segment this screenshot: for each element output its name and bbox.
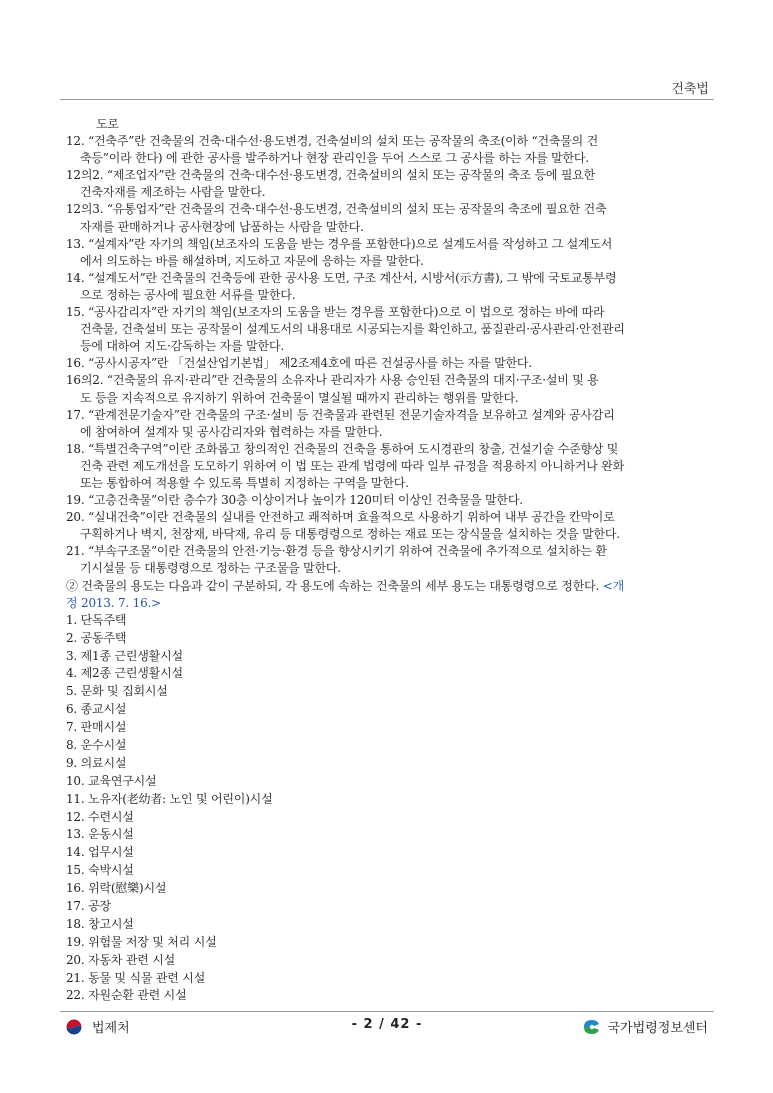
definition-line: 15. “공사감리자”란 자기의 책임(보조자의 도움을 받는 경우를 포함한다)으로 이 법으로 정하는 바에 따라 xyxy=(66,305,605,320)
building-use-item: 20. 자동차 관련 시설 xyxy=(66,952,176,967)
definition-line: 기시설물 등 대통령령으로 정하는 구조물을 말한다. xyxy=(80,561,341,576)
building-use-item: 14. 업무시설 xyxy=(66,845,134,860)
definition-item xyxy=(66,270,718,304)
building-use-item: 10. 교육연구시설 xyxy=(66,773,157,788)
building-use-item: 1. 단독주택 xyxy=(66,612,127,627)
building-use-item: 3. 제1종 근린생활시설 xyxy=(66,648,183,663)
definition-line: 12의2. “제조업자”란 건축물의 건축·대수선·용도변경, 건축설비의 설치 또는 공작물의 축조 등에 필요한 xyxy=(66,168,596,183)
building-use-item: 8. 운수시설 xyxy=(66,737,127,752)
building-use-item: 18. 창고시설 xyxy=(66,916,134,931)
definition-line: 에서 의도하는 바를 해설하며, 지도하고 자문에 응하는 자를 말한다. xyxy=(80,253,424,268)
definition-item xyxy=(66,167,718,201)
definition-item xyxy=(66,407,718,441)
definition-line: 등에 대하여 지도·감독하는 자를 말한다. xyxy=(80,339,284,354)
definition-line: 18. “특별건축구역”이란 조화롭고 창의적인 건축물의 건축을 통하여 도시경관의 창출, 건설기술 수준향상 및 xyxy=(66,441,619,456)
building-use-item: 13. 운동시설 xyxy=(66,827,134,842)
definition-item xyxy=(66,133,718,167)
definition-line: 에 참여하여 설계자 및 공사감리자와 협력하는 자를 말한다. xyxy=(80,424,383,439)
building-use-item: 5. 문화 및 집회시설 xyxy=(66,684,168,699)
law-center-label: 국가법령정보센터 xyxy=(607,1021,708,1036)
building-use-item: 4. 제2종 근린생활시설 xyxy=(66,666,183,681)
paragraph-2-text: ② 건축물의 용도는 다음과 같이 구분하되, 각 용도에 속하는 건축물의 세부 용도는 대통령령으로 정한다. xyxy=(66,578,600,593)
continuation-text: 도로 xyxy=(96,117,119,131)
definition-line: 16. “공사시공자”란 「건설산업기본법」 제2조제4호에 따른 건설공사를 하는 자를 말한다. xyxy=(66,356,532,371)
building-use-item: 6. 종교시설 xyxy=(66,702,127,717)
definition-item xyxy=(66,355,718,372)
amendment-date[interactable]: 정 2013. 7. 16.> xyxy=(66,595,161,610)
building-use-item: 15. 숙박시설 xyxy=(66,863,134,878)
definition-line: 14. “설계도서”란 건축물의 건축등에 관한 공사용 도면, 구조 계산서, 시방서(示方書), 그 밖에 국토교통부령 xyxy=(66,270,617,285)
law-center-logo-icon xyxy=(582,1018,602,1036)
definition-line: 17. “관계전문기술자”란 건축물의 구조·설비 등 건축물과 관련된 전문기술자격을 보유하고 설계와 공사감리 xyxy=(66,407,615,422)
document-header-title: 건축법 xyxy=(671,82,709,97)
definition-line: 도 등을 지속적으로 유지하기 위하여 건축물이 멸실될 때까지 관리하는 행위를 말한다. xyxy=(80,390,519,405)
definition-line: 건축자재를 제조하는 사람을 말한다. xyxy=(80,185,266,200)
definition-item xyxy=(66,441,718,492)
definition-line: 건축물, 건축설비 또는 공작물이 설계도서의 내용대로 시공되는지를 확인하고, 품질관리·공사관리·안전관리 xyxy=(80,322,625,337)
definition-line: 자재를 판매하거나 공사현장에 납품하는 사람을 말한다. xyxy=(80,219,364,234)
definition-line: 또는 통합하여 적용할 수 있도록 특별히 지정하는 구역을 말한다. xyxy=(80,475,409,490)
definition-item xyxy=(66,509,718,543)
definition-item xyxy=(66,236,718,270)
building-use-item: 21. 동물 및 식물 관련 시설 xyxy=(66,970,206,985)
page-number: - 2 / 42 - xyxy=(351,1017,423,1032)
footer-divider xyxy=(60,1011,714,1012)
definition-line: 축등”이라 한다) 에 관한 공사를 발주하거나 현장 관리인을 두어 스스로 그 공사를 하는 자를 말한다. xyxy=(80,151,589,166)
building-use-list xyxy=(66,612,718,1006)
definition-item xyxy=(66,372,718,406)
ministry-label: 법제처 xyxy=(92,1021,130,1036)
definition-line: 13. “설계자”란 자기의 책임(보조자의 도움을 받는 경우를 포함한다)으로 설계도서를 작성하고 그 설계도서 xyxy=(66,236,613,251)
definition-line: 구획하거나 벽지, 천장재, 바닥재, 유리 등 대통령령으로 정하는 재료 또는 장식물을 설치하는 것을 말한다. xyxy=(80,527,620,542)
definition-line: 12. “건축주”란 건축물의 건축·대수선·용도변경, 건축설비의 설치 또는 공작물의 축조(이하 “건축물의 건 xyxy=(66,134,599,149)
building-use-item: 7. 판매시설 xyxy=(66,720,127,735)
definition-list xyxy=(66,133,718,577)
building-use-item: 16. 위락(慰樂)시설 xyxy=(66,881,167,896)
building-use-item: 19. 위험물 저장 및 처리 시설 xyxy=(66,934,217,949)
building-use-item: 11. 노유자(老幼者: 노인 및 어린이)시설 xyxy=(66,791,273,806)
definition-line: 20. “실내건축”이란 건축물의 실내를 안전하고 쾌적하며 효율적으로 사용하기 위하여 내부 공간을 칸막이로 xyxy=(66,510,615,525)
definition-line: 건축 관련 제도개선을 도모하기 위하여 이 법 또는 관계 법령에 따라 일부 규정을 적용하지 아니하거나 완화 xyxy=(80,458,625,473)
building-use-item: 12. 수련시설 xyxy=(66,809,134,824)
definition-line: 19. “고층건축물”이란 층수가 30층 이상이거나 높이가 120미터 이상인 건축물을 말한다. xyxy=(66,493,523,508)
footer-right xyxy=(582,1017,708,1036)
definition-line: 12의3. “유통업자”란 건축물의 건축·대수선·용도변경, 건축설비의 설치 또는 공작물의 축조에 필요한 건축 xyxy=(66,202,607,217)
paragraph-2-line-1 xyxy=(66,578,718,595)
paragraph-2-line-2 xyxy=(66,595,718,612)
building-use-item: 2. 공동주택 xyxy=(66,630,127,645)
header-divider xyxy=(60,99,714,100)
definition-line: 으로 정하는 공사에 필요한 서류를 말한다. xyxy=(80,287,296,302)
definition-line: 16의2. “건축물의 유지·관리”란 건축물의 소유자나 관리자가 사용 승인된 건축물의 대지·구조·설비 및 용 xyxy=(66,373,599,388)
definition-item xyxy=(66,304,718,355)
definition-line: 21. “부속구조물”이란 건축물의 안전·기능·환경 등을 향상시키기 위하여 건축물에 추가적으로 설치하는 환 xyxy=(66,544,607,559)
definition-item xyxy=(66,543,718,577)
building-use-item: 22. 자원순환 관련 시설 xyxy=(66,988,187,1003)
building-use-item: 9. 의료시설 xyxy=(66,755,127,770)
building-use-item: 17. 공장 xyxy=(66,898,111,913)
definition-item xyxy=(66,492,718,509)
amendment-note[interactable]: <개 xyxy=(602,578,624,593)
page-footer xyxy=(60,1017,714,1039)
document-body xyxy=(66,116,718,1005)
definition-item xyxy=(66,201,718,235)
